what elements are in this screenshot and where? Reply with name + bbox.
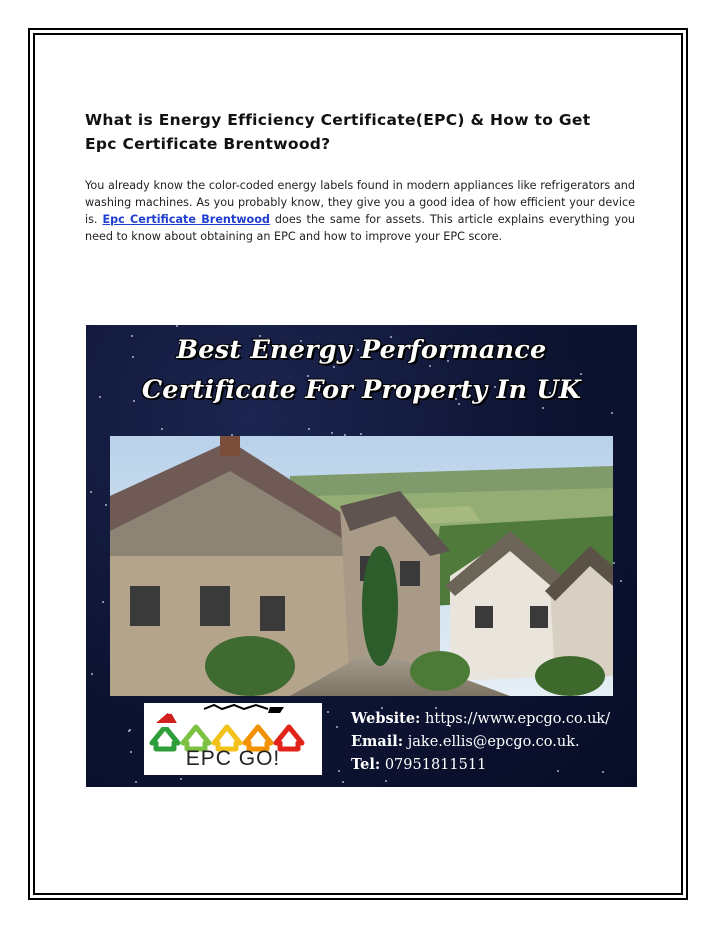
epc-brentwood-link[interactable]: Epc Certificate Brentwood <box>102 213 270 226</box>
article-title <box>85 108 635 156</box>
promo-banner-image <box>86 325 637 787</box>
star-dot <box>557 770 559 772</box>
star-dot <box>308 428 310 430</box>
star-dot <box>331 432 333 434</box>
banner-title-line1: Best Energy Performance <box>176 335 547 365</box>
article-title-line2: Epc Certificate Brentwood? <box>85 135 331 153</box>
contact-email <box>351 733 580 750</box>
website-value: https://www.epcgo.co.uk/ <box>425 711 611 727</box>
star-dot <box>381 707 383 709</box>
star-dot <box>611 412 613 414</box>
village-photo-illustration <box>110 436 613 696</box>
star-dot <box>336 726 338 728</box>
logo-house-icon <box>152 727 178 749</box>
star-dot <box>90 491 92 493</box>
star-dot <box>385 780 387 782</box>
logo-house-icon <box>276 727 302 749</box>
email-label: Email: <box>351 733 404 750</box>
star-dot <box>360 433 362 435</box>
star-dot <box>620 580 622 582</box>
intro-text-before-link: You already know the color-coded energy labels found in modern appliances like refrigerators and washing machines. As you probably know, they give you a good idea of how efficient your device is. <box>85 179 635 226</box>
email-value: jake.ellis@epcgo.co.uk. <box>407 734 580 750</box>
star-dot <box>102 601 104 603</box>
tel-value: 07951811511 <box>384 757 487 773</box>
star-dot <box>613 562 615 564</box>
star-dot <box>91 673 93 675</box>
star-dot <box>105 504 107 506</box>
website-label: Website: <box>351 710 421 727</box>
star-dot <box>130 751 132 753</box>
star-dot <box>342 781 344 783</box>
contact-telephone <box>351 756 486 773</box>
banner-title-line2: Certificate For Property In UK <box>141 375 582 405</box>
star-dot <box>135 781 137 783</box>
article-title-line1: What is Energy Efficiency Certificate(EPC) & How to Get <box>85 111 591 129</box>
star-dot <box>338 770 340 772</box>
intro-text-after-link: does the same for assets. This article explains everything you need to know about obtaining an EPC and how to improve your EPC score. <box>85 213 635 243</box>
tel-label: Tel: <box>351 756 381 773</box>
star-dot <box>327 711 329 713</box>
star-dot <box>180 778 182 780</box>
logo-house-icon <box>214 727 240 749</box>
village-street-photo <box>110 436 613 696</box>
article-intro-paragraph <box>85 177 635 245</box>
star-dot <box>602 771 604 773</box>
star-dot <box>176 325 178 327</box>
star-dot <box>161 428 163 430</box>
logo-house-icon <box>183 727 209 749</box>
star-dot <box>435 707 437 709</box>
logo-house-icon <box>245 727 271 749</box>
contact-website <box>351 710 610 727</box>
epc-go-logo <box>144 703 322 775</box>
logo-wordmark: EPC GO! <box>185 747 281 770</box>
